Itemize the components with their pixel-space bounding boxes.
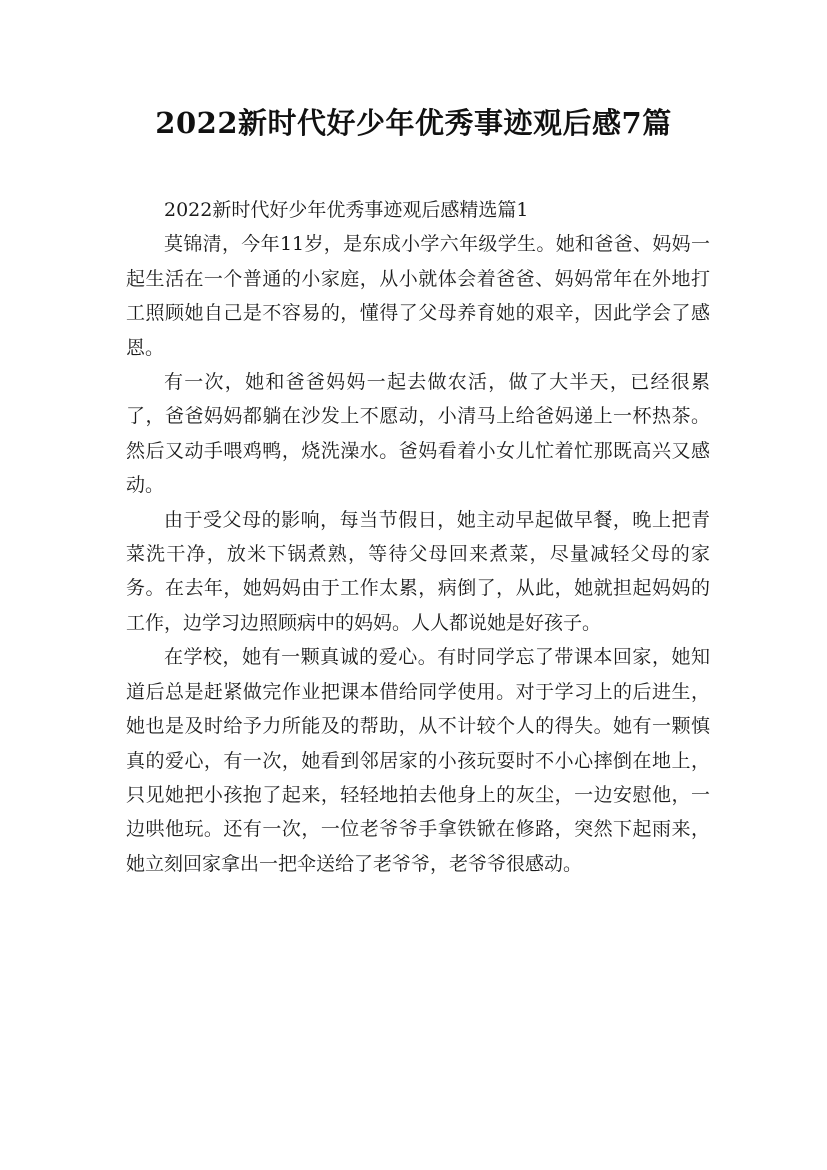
- paragraph-3: 由于受父母的影响，每当节假日，她主动早起做早餐，晚上把青菜洗干净，放米下锅煮熟，等待父母回来煮菜，尽量减轻父母的家务。在去年，她妈妈由于工作太累，病倒了，从此，她就担起妈妈的工作，边学习边照顾病中的妈妈。人人都说她是好孩子。: [126, 508, 710, 634]
- paragraph-4: 在学校，她有一颗真诚的爱心。有时同学忘了带课本回家，她知道后总是赶紧做完作业把课本借给同学使用。对于学习上的后进生，她也是及时给予力所能及的帮助，从不计较个人的得失。她有一颗慎真的爱心，有一次，她看到邻居家的小孩玩耍时不小心摔倒在地上，只见她把小孩抱了起来，轻轻地拍去他身上的灰尘，一边安慰他，一边哄他玩。还有一次，一位老爷爷手拿铁锨在修路，突然下起雨来，她立刻回家拿出一把伞送给了老爷爷，老爷爷很感动。: [126, 646, 710, 875]
- paragraph-1: 莫锦清，今年11岁，是东成小学六年级学生。她和爸爸、妈妈一起生活在一个普通的小家庭，从小就体会着爸爸、妈妈常年在外地打工照顾她自己是不容易的，懂得了父母养育她的艰辛，因此学会了感恩。: [126, 233, 710, 359]
- document-title: 2022新时代好少年优秀事迹观后感7篇: [155, 106, 672, 140]
- document-body: [126, 193, 710, 881]
- paragraph-2: 有一次，她和爸爸妈妈一起去做农活，做了大半天，已经很累了，爸爸妈妈都躺在沙发上不愿动，小清马上给爸妈递上一杯热茶。然后又动手喂鸡鸭，烧洗澡水。爸妈看着小女儿忙着忙那既高兴又感动。: [126, 371, 710, 497]
- section-subtitle: 2022新时代好少年优秀事迹观后感精选篇1: [164, 199, 529, 221]
